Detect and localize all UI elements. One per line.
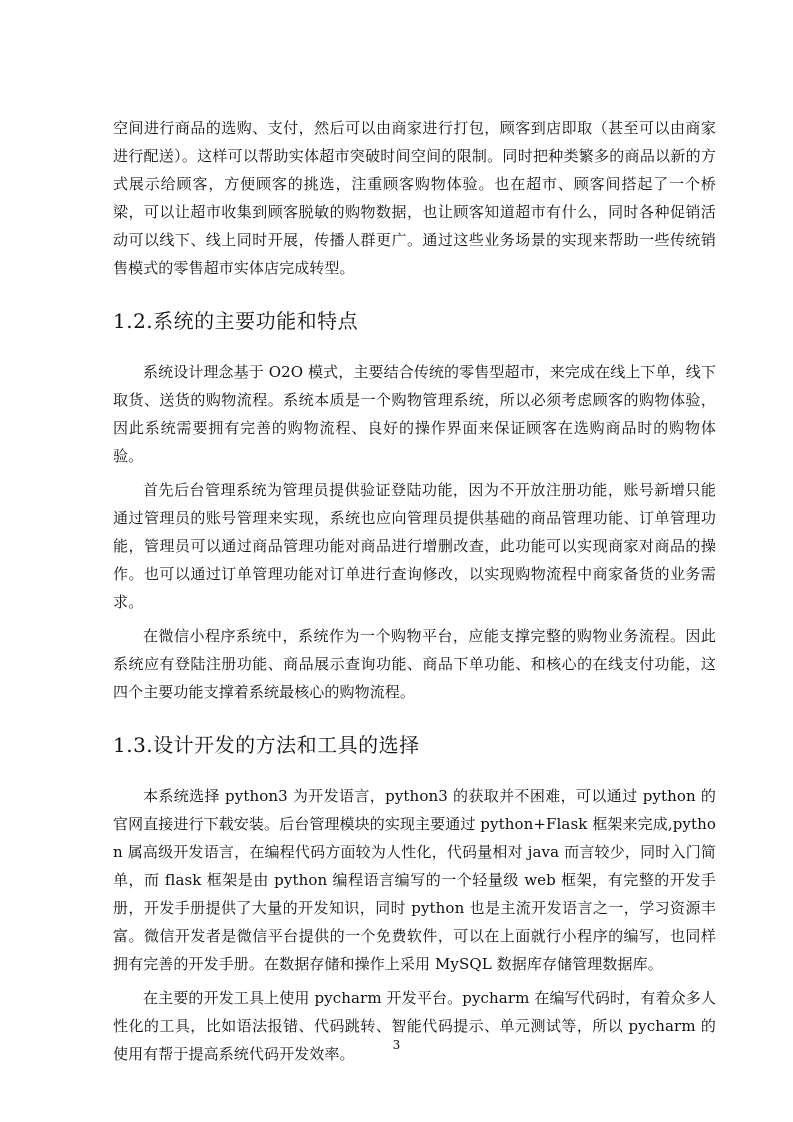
section-1-3-paragraph-2: 在主要的开发工具上使用 pycharm 开发平台。pycharm 在编写代码时，有着众多人性化的工具，比如语法报错、代码跳转、智能代码提示、单元测试等，所以 pycharm 的使用有帮于提高系统代码开发效率。 — [113, 989, 716, 1063]
section-1-2-paragraph-2: 首先后台管理系统为管理员提供验证登陆功能，因为不开放注册功能，账号新增只能通过管理员的账号管理来实现，系统也应向管理员提供基础的商品管理功能、订单管理功能，管理员可以通过商品管理功能对商品进行增删改查，此功能可以实现商家对商品的操作。也可以通过订单管理功能对订单进行查询修改，以实现购物流程中商家备货的业务需求。 — [113, 481, 716, 611]
page-content — [113, 114, 716, 1068]
intro-paragraph: 空间进行商品的选购、支付，然后可以由商家进行打包，顾客到店即取（甚至可以由商家进行配送）。这样可以帮助实体超市突破时间空间的限制。同时把种类繁多的商品以新的方式展示给顾客，方便顾客的挑选，注重顾客购物体验。也在超市、顾客间搭起了一个桥梁，可以让超市收集到顾客脱敏的购物数据，也让顾客知道超市有什么，同时各种促销活动可以线下、线上同时开展，传播人群更广。通过这些业务场景的实现来帮助一些传统销售模式的零售超市实体店完成转型。 — [113, 119, 716, 277]
section-heading-1-3: 1.3.设计开发的方法和工具的选择 — [113, 733, 420, 757]
section-1-2-paragraph-3: 在微信小程序系统中，系统作为一个购物平台，应能支撑完整的购物业务流程。因此系统应有登陆注册功能、商品展示查询功能、商品下单功能、和核心的在线支付功能，这四个主要功能支撑着系统最核心的购物流程。 — [113, 627, 716, 701]
section-1-3-paragraph-1: 本系统选择 python3 为开发语言，python3 的获取并不困难，可以通过 python 的官网直接进行下载安装。后台管理模块的实现主要通过 python+Flask 框架来完成,python 属高级开发语言，在编程代码方面较为人性化，代码量相对 java 而言较少，同时入门简单，而 flask 框架是由 python 编程语言编写的一个轻量级 web 框架，有完整的开发手册，开发手册提供了大量的开发知识，同时 python 也是主流开发语言之一，学习资源丰富。微信开发者是微信平台提供的一个免费软件，可以在上面就行小程序的编写，也同样拥有完善的开发手册。在数据存储和操作上采用 MySQL 数据库存储管理数据库。 — [113, 787, 716, 973]
section-1-2-paragraph-1: 系统设计理念基于 O2O 模式，主要结合传统的零售型超市，来完成在线上下单，线下取货、送货的购物流程。系统本质是一个购物管理系统，所以必须考虑顾客的购物体验，因此系统需要拥有完善的购物流程、良好的操作界面来保证顾客在选购商品时的购物体验。 — [113, 363, 716, 465]
section-heading-1-2: 1.2.系统的主要功能和特点 — [113, 309, 359, 333]
page-number: 3 — [392, 1038, 401, 1052]
